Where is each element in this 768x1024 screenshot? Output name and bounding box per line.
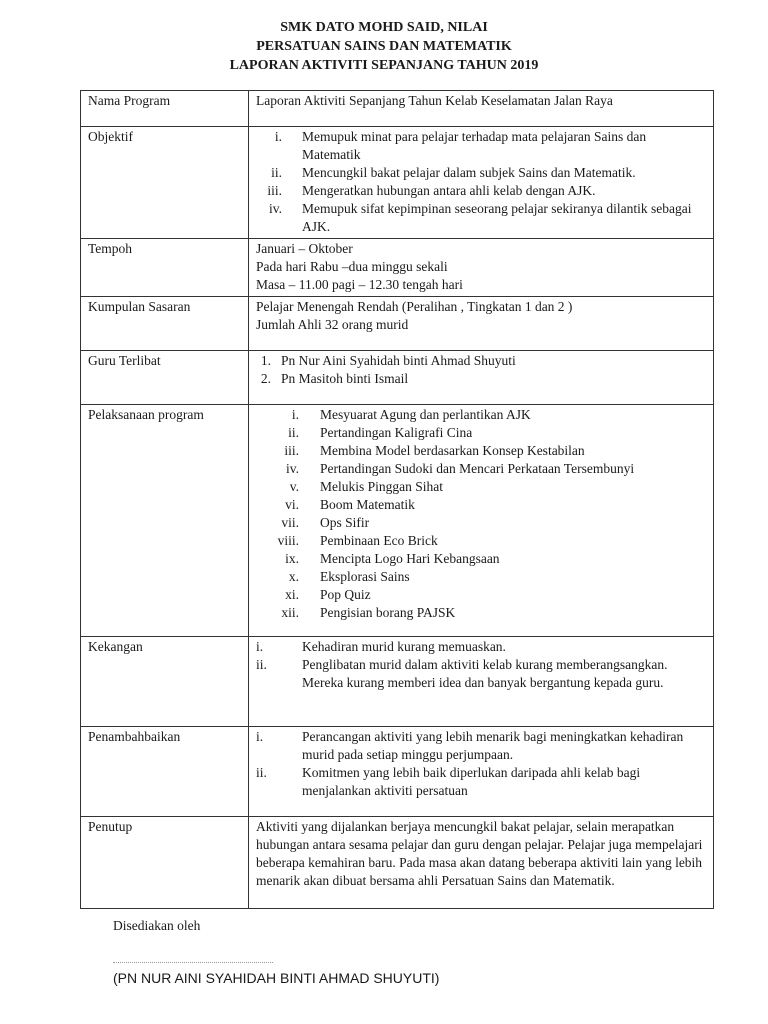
row-label: Kumpulan Sasaran [81,297,249,351]
school-name: SMK DATO MOHD SAID, NILAI [280,20,488,35]
list-item [256,532,707,550]
item-text: Pembinaan Eco Brick [320,533,438,548]
list-item [256,764,707,800]
item-text: Kehadiran murid kurang memuaskan. [302,639,506,654]
improvements-cell [249,727,714,817]
item-number: x. [288,569,299,584]
row-objektif [81,127,714,239]
item-text: Perancangan aktiviti yang lebih menarik bagi meningkatkan kehadiran murid pada setiap minggu perjumpaan. [302,729,684,762]
item-text: Mesyuarat Agung dan perlantikan AJK [320,407,531,422]
item-text: Mengeratkan hubungan antara ahli kelab dengan AJK. [302,183,596,198]
list-item [256,478,707,496]
item-number: iv. [269,201,282,216]
list-item [256,460,707,478]
row-kekangan [81,637,714,727]
list-item [256,424,707,442]
prepared-by-label: Disediakan oleh [113,918,201,933]
teachers-cell [249,351,714,405]
objective-list [256,128,707,236]
report-table [80,90,714,909]
item-text: Pertandingan Kaligrafi Cina [320,425,473,440]
report-title: LAPORAN AKTIVITI SEPANJANG TAHUN 2019 [229,58,539,73]
row-penutup [81,817,714,909]
list-item [256,496,707,514]
row-label: Kekangan [81,637,249,727]
item-number: ii. [256,657,267,672]
member-count: Jumlah Ahli 32 orang murid [256,317,409,332]
duration-day: Pada hari Rabu –dua minggu sekali [256,259,448,274]
signature-line [113,962,273,963]
item-number: 2. [260,371,271,386]
item-number: ix. [285,551,299,566]
list-item [256,352,707,370]
constraints-list [256,638,707,692]
closing-text: Aktiviti yang dijalankan berjaya mencungkil bakat pelajar, selain merapatkan hubungan antara sesama pelajar dan guru dengan pelajar. Pelajar juga mempelajari beberapa kemahiran baru. Pada masa akan datang beberapa aktiviti lain yang lebih menarik akan dibuat bersama ahli Persatuan Sains dan Matematik. [249,817,714,909]
implementation-cell [249,405,714,637]
list-item [256,728,707,764]
item-number: vii. [281,515,299,530]
item-number: iv. [286,461,299,476]
row-label: Penambahbaikan [81,727,249,817]
item-text: Membina Model berdasarkan Konsep Kestabilan [320,443,585,458]
implementation-list [256,406,707,622]
list-item [256,182,707,200]
list-item [256,638,707,656]
item-text: Komitmen yang lebih baik diperlukan daripada ahli kelab bagi menjalankan aktiviti persatuan [302,765,641,798]
item-number: xii. [281,605,299,620]
item-number: viii. [277,533,299,548]
improvements-list [256,728,707,800]
target-group-cell [249,297,714,351]
row-label: Nama Program [81,91,249,127]
item-text: Melukis Pinggan Sihat [320,479,444,494]
item-text: Penglibatan murid dalam aktiviti kelab kurang memberangsangkan. Mereka kurang memberi idea dan banyak bergantung kepada guru. [302,657,668,690]
item-text: Eksplorasi Sains [320,569,410,584]
row-guru-terlibat [81,351,714,405]
row-label: Penutup [81,817,249,909]
row-nama-program [81,91,714,127]
list-item [256,550,707,568]
item-number: i. [256,729,264,744]
row-label: Tempoh [81,239,249,297]
row-kumpulan-sasaran [81,297,714,351]
signatory-name: (PN NUR AINI SYAHIDAH BINTI AHMAD SHUYUTI) [113,970,440,986]
item-number: i. [274,129,282,144]
list-item [256,586,707,604]
row-label: Objektif [81,127,249,239]
list-item [256,514,707,532]
item-text: Mencungkil bakat pelajar dalam subjek Sains dan Matematik. [302,165,636,180]
program-name-value: Laporan Aktiviti Sepanjang Tahun Kelab Keselamatan Jalan Raya [249,91,714,127]
item-number: i. [256,639,264,654]
row-pelaksanaan [81,405,714,637]
list-item [256,568,707,586]
item-number: i. [291,407,299,422]
item-text: Memupuk minat para pelajar terhadap mata pelajaran Sains dan Matematik [302,129,647,162]
item-text: Pertandingan Sudoki dan Mencari Perkataan Tersembunyi [320,461,635,476]
list-item [256,656,707,692]
list-item [256,442,707,460]
item-number: v. [289,479,299,494]
objective-cell [249,127,714,239]
association-name: PERSATUAN SAINS DAN MATEMATIK [256,39,512,54]
list-item [256,200,707,236]
duration-months: Januari – Oktober [256,241,353,256]
document-header [0,18,768,75]
list-item [256,406,707,424]
constraints-cell [249,637,714,727]
item-text: Boom Matematik [320,497,415,512]
list-item [256,164,707,182]
item-text: Pn Masitoh binti Ismail [281,371,409,386]
item-number: 1. [260,353,271,368]
list-item [256,604,707,622]
target-group: Pelajar Menengah Rendah (Peralihan , Tingkatan 1 dan 2 ) [256,299,573,314]
teacher-list [256,352,707,388]
row-tempoh [81,239,714,297]
item-text: Memupuk sifat kepimpinan seseorang pelajar sekiranya dilantik sebagai AJK. [302,201,692,234]
item-number: vi. [285,497,299,512]
item-text: Pop Quiz [320,587,371,602]
duration-cell [249,239,714,297]
item-text: Pengisian borang PAJSK [320,605,456,620]
item-number: iii. [267,183,282,198]
item-text: Pn Nur Aini Syahidah binti Ahmad Shuyuti [281,353,516,368]
item-text: Mencipta Logo Hari Kebangsaan [320,551,500,566]
row-label: Guru Terlibat [81,351,249,405]
item-number: xi. [285,587,299,602]
row-label: Pelaksanaan program [81,405,249,637]
duration-time: Masa – 11.00 pagi – 12.30 tengah hari [256,277,463,292]
item-number: ii. [256,765,267,780]
item-text: Ops Sifir [320,515,370,530]
item-number: ii. [271,165,282,180]
list-item [256,370,707,388]
list-item [256,128,707,164]
item-number: ii. [288,425,299,440]
item-number: iii. [284,443,299,458]
row-penambahbaikan [81,727,714,817]
